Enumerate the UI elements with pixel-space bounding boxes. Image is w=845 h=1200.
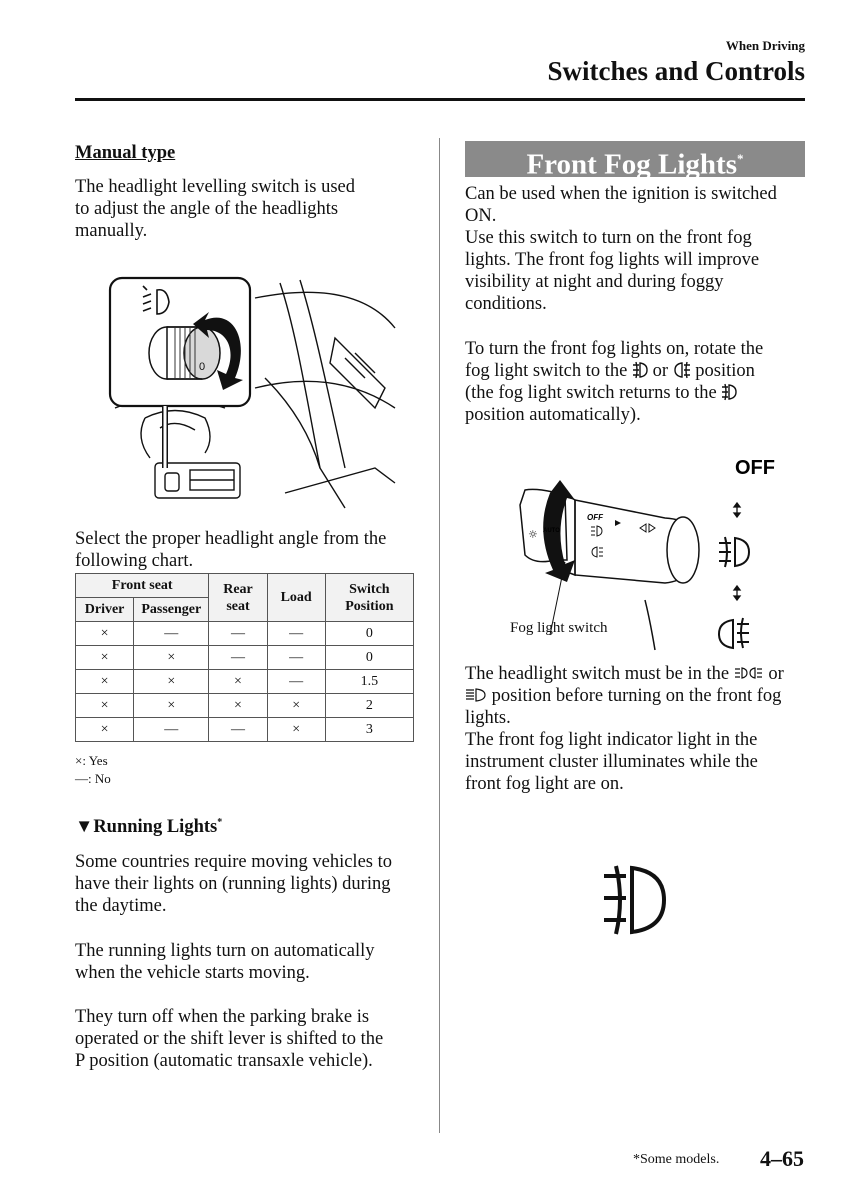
text-span: or <box>768 664 784 684</box>
fog-indicator-text: The front fog light indicator light in the instrument cluster illuminates while the front fog light are on. <box>465 730 758 794</box>
table-row <box>76 670 414 694</box>
cell-load: × <box>267 694 325 718</box>
legend-yes: ×: Yes <box>75 753 108 768</box>
rear-fog-position-icon <box>719 618 749 648</box>
cell-switch-position: 2 <box>325 694 413 718</box>
header-rule <box>75 98 805 101</box>
cell-rear-seat: × <box>209 670 267 694</box>
select-angle-text: Select the proper headlight angle from the following chart. <box>75 529 387 571</box>
switch-off-label: OFF <box>735 457 775 479</box>
text-span: position <box>695 361 755 381</box>
headlight-on-icon <box>465 688 487 702</box>
fog-turn-on-line-2 <box>465 360 810 382</box>
front-fog-lights-heading <box>465 141 805 181</box>
cell-switch-position: 3 <box>325 718 413 742</box>
cell-passenger: × <box>134 694 209 718</box>
headlight-levelling-table <box>75 573 414 742</box>
headlight-line-2 <box>465 685 810 707</box>
cell-switch-position: 1.5 <box>325 670 413 694</box>
fog-switch-caption: Fog light switch <box>510 620 608 636</box>
running-lights-para-3: They turn off when the parking brake is operated or the shift lever is shifted to the P position (automatic transaxle vehicle). <box>75 1007 384 1071</box>
column-divider <box>439 138 440 1133</box>
cell-rear-seat: — <box>209 622 267 646</box>
cell-passenger: × <box>134 670 209 694</box>
front-fog-indicator-icon <box>600 862 670 937</box>
running-lights-para-1: Some countries require moving vehicles to have their lights on (running lights) during the daytime. <box>75 852 392 916</box>
rear-fog-icon <box>673 361 691 379</box>
cell-passenger: — <box>134 622 209 646</box>
cell-passenger: × <box>134 646 209 670</box>
headlight-levelling-illustration <box>105 268 405 513</box>
table-row <box>76 718 414 742</box>
asterisk-mark: * <box>737 151 744 166</box>
running-lights-heading <box>75 817 222 838</box>
fog-turn-on-line-4: position automatically). <box>465 405 641 425</box>
table-row <box>76 646 414 670</box>
front-fog-icon <box>632 361 648 379</box>
dial-zero-label: 0 <box>199 361 206 373</box>
page-title: Switches and Controls <box>547 56 805 86</box>
cell-load: — <box>267 646 325 670</box>
cell-load: — <box>267 622 325 646</box>
running-header <box>547 38 805 87</box>
text-span: fog light switch to the <box>465 361 628 381</box>
text-span: (the fog light switch returns to the <box>465 383 717 403</box>
cell-driver: × <box>76 622 134 646</box>
triangle-marker-icon: ▼ <box>75 817 94 838</box>
parking-lights-icon <box>734 666 764 680</box>
fog-turn-on-line-3 <box>465 382 810 404</box>
headlight-line-3: lights. <box>465 708 511 728</box>
header-driver: Driver <box>76 598 134 622</box>
running-lights-para-2: The running lights turn on automatically when the vehicle starts moving. <box>75 941 375 983</box>
cell-driver: × <box>76 718 134 742</box>
fog-turn-on-line-1: To turn the front fog lights on, rotate the <box>465 339 764 359</box>
cell-load: × <box>267 718 325 742</box>
front-fog-position-icon <box>719 537 749 567</box>
manual-type-heading: Manual type <box>75 143 176 163</box>
legend-no: —: No <box>75 771 111 786</box>
cell-passenger: — <box>134 718 209 742</box>
cell-driver: × <box>76 694 134 718</box>
stalk-off-label: OFF <box>587 513 603 522</box>
header-load: Load <box>267 574 325 622</box>
header-rear-seat: Rear seat <box>209 574 267 622</box>
headlight-line-1 <box>465 663 810 685</box>
cell-driver: × <box>76 670 134 694</box>
front-fog-icon <box>721 383 737 401</box>
text-span: or <box>652 361 669 381</box>
text-span: position before turning on the front fog <box>491 686 782 706</box>
cell-rear-seat: — <box>209 646 267 670</box>
auto-label: AUTO <box>543 528 560 534</box>
headlight-switch-text <box>465 663 810 729</box>
cell-driver: × <box>76 646 134 670</box>
cell-rear-seat: × <box>209 694 267 718</box>
table-header-row <box>76 574 414 598</box>
parking-light-icon: ☼ <box>528 528 538 541</box>
fog-intro-text: Can be used when the ignition is switched ON. Use this switch to turn on the front fog lights. The front fog lights will improve visibility at night and during foggy conditions. <box>465 184 777 314</box>
cell-switch-position: 0 <box>325 646 413 670</box>
table-row <box>76 694 414 718</box>
fog-heading-title: Front Fog Lights <box>526 148 738 181</box>
header-passenger: Passenger <box>134 598 209 622</box>
text-span: The headlight switch must be in the <box>465 664 730 684</box>
fog-turn-on-text <box>465 338 810 426</box>
header-switch-position: Switch Position <box>325 574 413 622</box>
footnote: *Some models. <box>633 1152 720 1167</box>
cell-switch-position: 0 <box>325 622 413 646</box>
cell-rear-seat: — <box>209 718 267 742</box>
page-number: 4–65 <box>760 1146 804 1171</box>
header-front-seat: Front seat <box>76 574 209 598</box>
manual-type-text: The headlight levelling switch is used to adjust the angle of the headlights manually. <box>75 177 356 241</box>
asterisk-mark: * <box>217 817 223 828</box>
running-lights-title: Running Lights <box>93 817 218 838</box>
section-name: When Driving <box>725 38 805 53</box>
cell-load: — <box>267 670 325 694</box>
table-row <box>76 622 414 646</box>
